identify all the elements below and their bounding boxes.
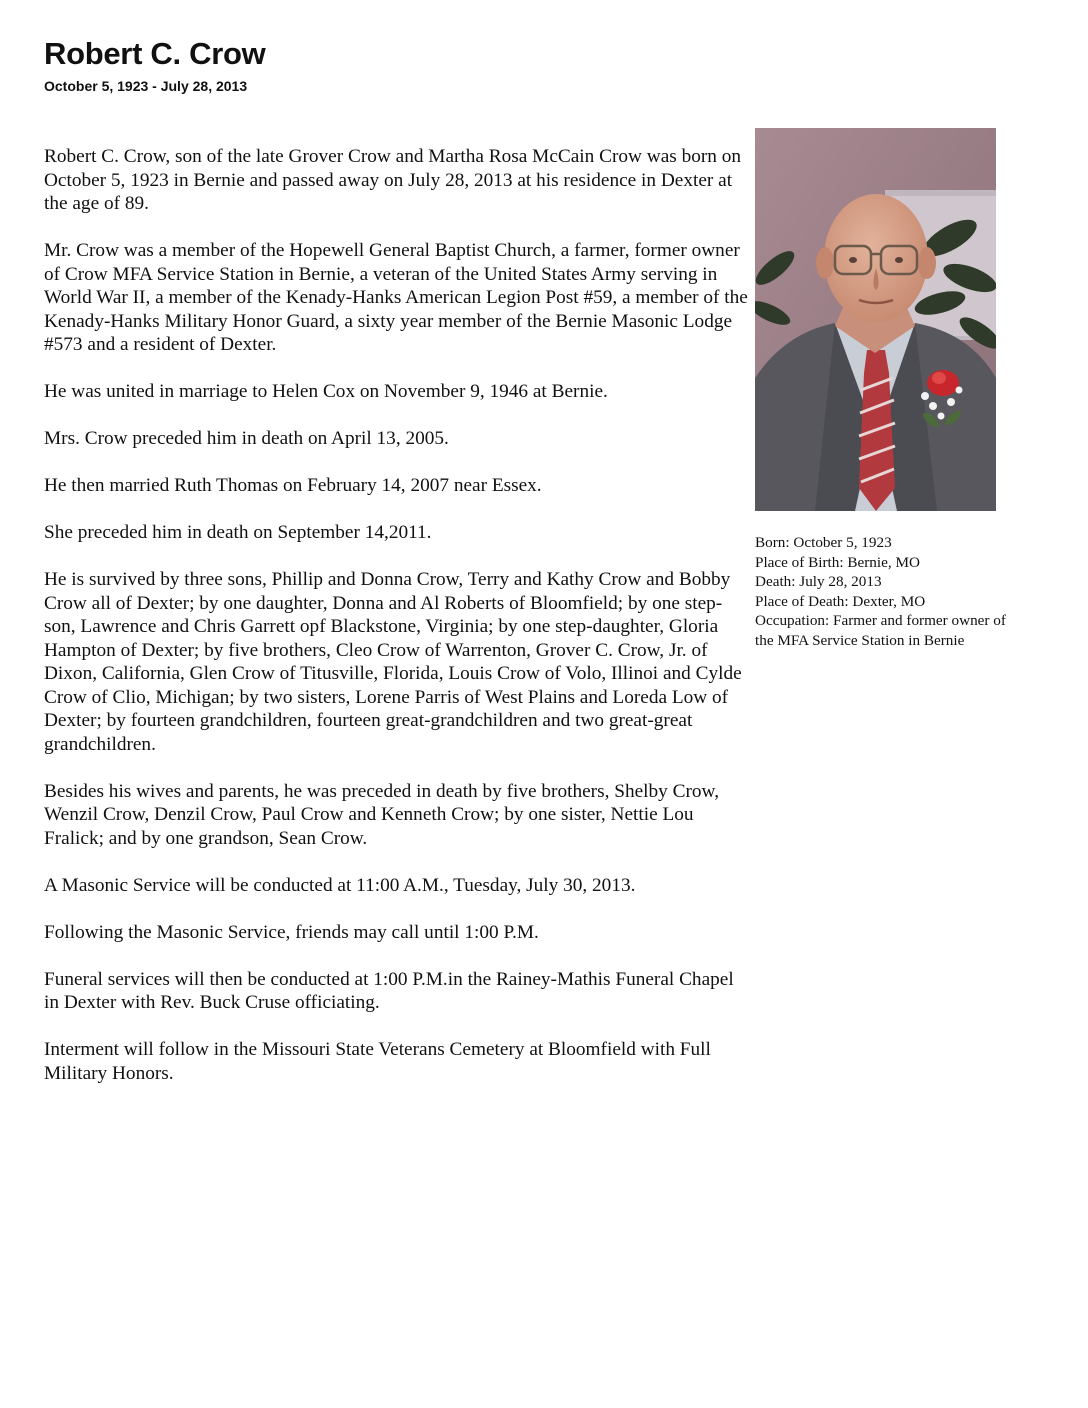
death-fact: Death: July 28, 2013	[755, 573, 882, 591]
obituary-title: Robert C. Crow	[44, 36, 266, 71]
paragraph-membership: Mr. Crow was a member of the Hopewell General Baptist Church, a farmer, former owner of Crow MFA Service Station in Bernie, a veteran of the United States Army serving in World War II, a member of the Kenady-Hanks American Legion Post #59, a member of the Kenady-Hanks Military Honor Guard, a sixty year member of the Bernie Masonic Lodge #573 and a resident of Dexter.	[44, 240, 748, 355]
life-dates: October 5, 1923 - July 28, 2013	[44, 78, 248, 94]
occupation-fact: Occupation: Farmer and former owner of the MFA Service Station in Bernie	[755, 612, 1006, 649]
paragraph-survivors: He is survived by three sons, Phillip and Donna Crow, Terry and Kathy Crow and Bobby Crow all of Dexter; by one daughter, Donna and Al Roberts of Bloomfield; by one step-son, Lawrence and Chris Garrett opf Blackstone, Virginia; by one step-daughter, Gloria Hampton of Dexter; by five brothers, Cleo Crow of Warrenton, Grover C. Crow, Jr. of Dixon, California, Glen Crow of Titusville, Florida, Louis Crow of Volo, Illinoi and Cylde Crow of Clio, Michigan; by two sisters, Lorene Parris of West Plains and Loreda Low of Dexter; by fourteen grandchildren, fourteen great-grandchildren and two great-great grandchildren.	[44, 569, 742, 755]
paragraph-second-wife-death: She preceded him in death on September 14,2011.	[44, 522, 432, 543]
paragraph-visitation: Following the Masonic Service, friends may call until 1:00 P.M.	[44, 921, 539, 943]
portrait-photo	[755, 128, 996, 511]
paragraph-interment: Interment will follow in the Missouri State Veterans Cemetery at Bloomfield with Full Military Honors.	[44, 1039, 711, 1084]
paragraph-wife-death: Mrs. Crow preceded him in death on April 13, 2005.	[44, 428, 449, 449]
paragraph-marriage: He was united in marriage to Helen Cox on November 9, 1946 at Bernie.	[44, 381, 608, 402]
paragraph-second-marriage: He then married Ruth Thomas on February 14, 2007 near Essex.	[44, 475, 542, 496]
paragraph-funeral: Funeral services will then be conducted at 1:00 P.M.in the Rainey-Mathis Funeral Chapel in Dexter with Rev. Buck Cruse officiating.	[44, 968, 734, 1013]
born-fact: Born: October 5, 1923	[755, 534, 892, 551]
deathplace-fact: Place of Death: Dexter, MO	[755, 592, 926, 610]
paragraph-birth: Robert C. Crow, son of the late Grover Crow and Martha Rosa McCain Crow was born on October 5, 1923 in Bernie and passed away on July 28, 2013 at his residence in Dexter at the age of 89.	[44, 146, 742, 214]
vital-facts	[755, 533, 1007, 651]
paragraph-preceded: Besides his wives and parents, he was preceded in death by five brothers, Shelby Crow, Wenzil Crow, Denzil Crow, Paul Crow and Kenneth Crow; by one sister, Nettie Lou Fralick; and by one grandson, Sean Crow.	[44, 780, 720, 849]
birthplace-fact: Place of Birth: Bernie, MO	[755, 553, 920, 571]
obituary-body	[44, 145, 749, 1109]
paragraph-masonic-service: A Masonic Service will be conducted at 11:00 A.M., Tuesday, July 30, 2013.	[44, 874, 636, 896]
